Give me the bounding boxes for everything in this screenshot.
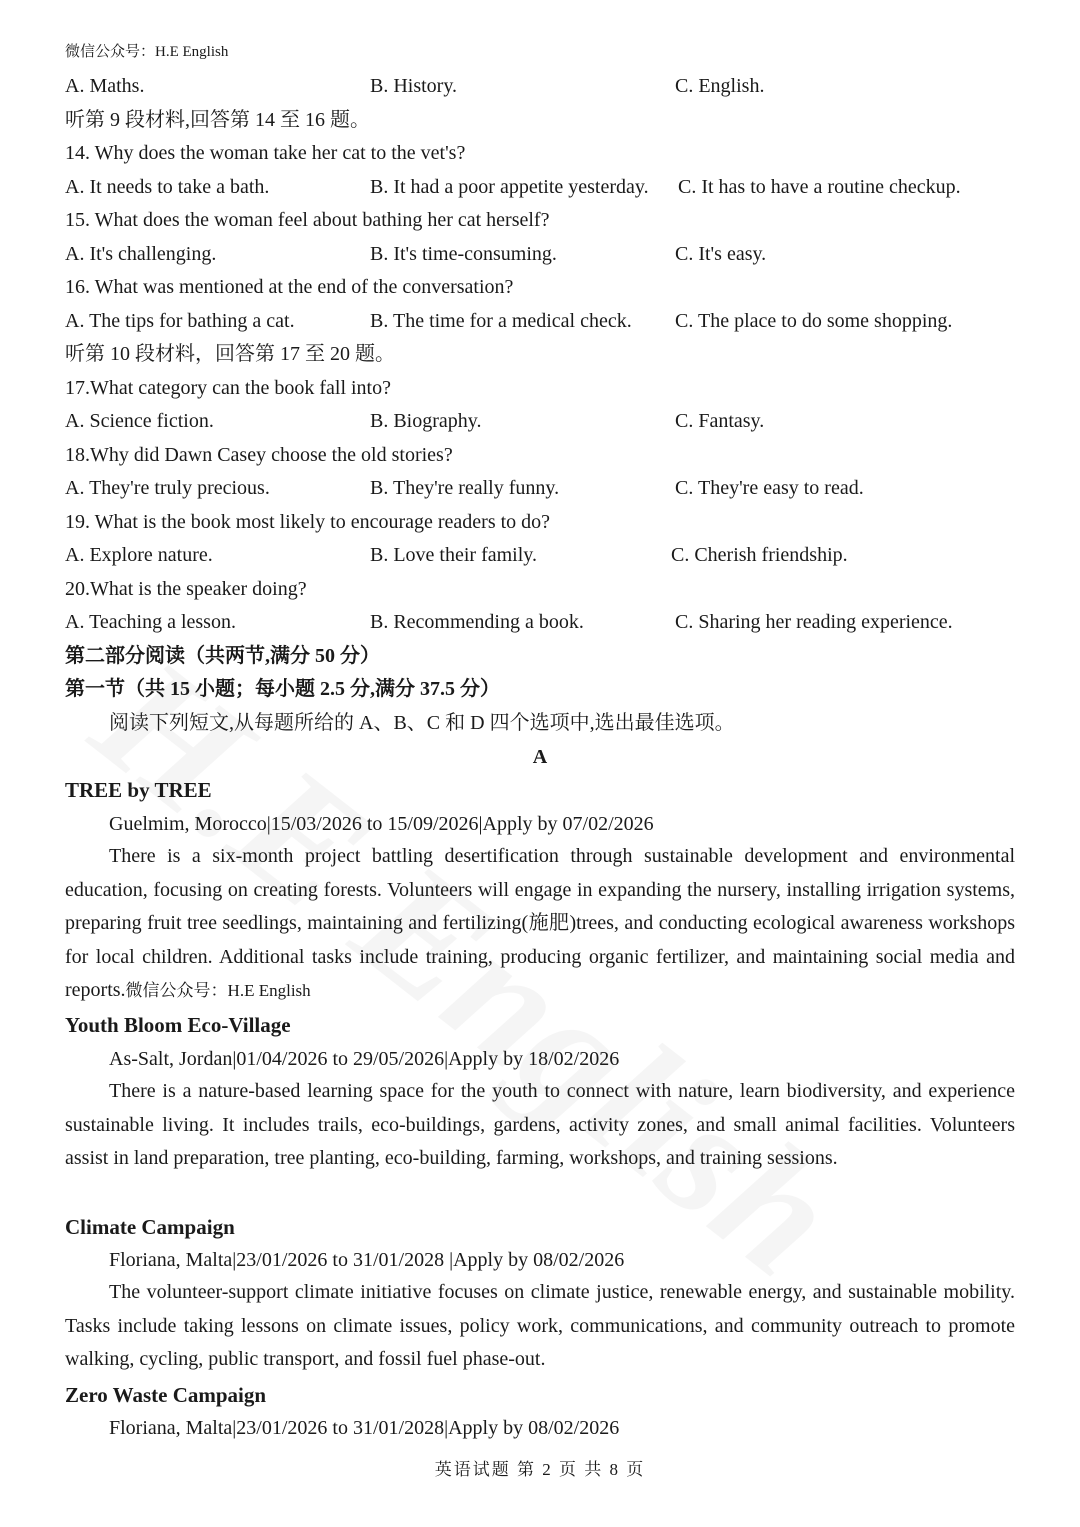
option-b: B. They're really funny.: [370, 477, 560, 499]
option-a: A. It's challenging.: [65, 243, 217, 265]
option-c: C. Sharing her reading experience.: [675, 611, 953, 633]
inline-tag: 微信公众号：H.E English: [125, 981, 311, 1001]
option-c: C. It's easy.: [675, 243, 767, 265]
option-c: C. Cherish friendship.: [671, 544, 848, 566]
project-title: Climate Campaign: [65, 1215, 235, 1239]
project-meta: As-Salt, Jordan|01/04/2026 to 29/05/2026|Apply by 18/02/2026: [109, 1048, 620, 1070]
passage-label: A: [532, 746, 548, 768]
q14-stem: 14. Why does the woman take her cat to the vet's?: [65, 142, 466, 164]
option-a: A. It needs to take a bath.: [65, 176, 270, 198]
project-description: There is a nature-based learning space for the youth to connect with nature, learn biodiversity, and experience sustainable living. It includes trails, eco-buildings, gardens, activity zones, and small animal facilities. Volunteers assist in land preparation, tree planting, eco-building, farming, workshops, and training sessions.: [65, 1080, 1015, 1170]
project-meta: Floriana, Malta|23/01/2026 to 31/01/2028|Apply by 08/02/2026: [109, 1417, 620, 1439]
option-c: C. They're easy to read.: [675, 477, 864, 499]
option-c: C. English.: [675, 75, 765, 97]
q13-options: [0, 74, 1080, 98]
q16-options: [0, 309, 1080, 333]
option-c: C. The place to do some shopping.: [675, 310, 953, 332]
option-a: A. They're truly precious.: [65, 477, 270, 499]
option-b: B. Recommending a book.: [370, 611, 584, 633]
section1-title: 第一节（共 15 小题；每小题 2.5 分,满分 37.5 分）: [65, 678, 500, 700]
project-description: There is a six-month project battling desertification through sustainable development and environmental education, focusing on creating forests. Volunteers will engage in expanding the nursery, installing irrigation systems, preparing fruit tree seedlings, maintaining and fertilizing(施肥)trees, and conducting ecological awareness workshops for local children. Additional tasks include training, producing organic fertilizer, and maintaining social media and reports.微信公众号：H.E English: [65, 845, 1015, 1002]
q20-options: [0, 610, 1080, 634]
section10-heading: 听第 10 段材料，回答第 17 至 20 题。: [65, 343, 395, 365]
option-a: A. Explore nature.: [65, 544, 213, 566]
option-b: B. History.: [370, 75, 458, 97]
q17-stem: 17.What category can the book fall into?: [65, 377, 391, 399]
project-meta: Guelmim, Morocco|15/03/2026 to 15/09/2026|Apply by 07/02/2026: [109, 813, 654, 835]
q18-options: [0, 476, 1080, 500]
option-b: B. It's time-consuming.: [370, 243, 557, 265]
header-text: 微信公众号：H.E English: [65, 44, 229, 60]
q18-stem: 18.Why did Dawn Casey choose the old stories?: [65, 444, 453, 466]
section9-heading: 听第 9 段材料,回答第 14 至 16 题。: [65, 109, 370, 131]
part2-title: 第二部分阅读（共两节,满分 50 分）: [65, 645, 380, 667]
q16-stem: 16. What was mentioned at the end of the conversation?: [65, 276, 514, 298]
option-b: B. Love their family.: [370, 544, 537, 566]
q20-stem: 20.What is the speaker doing?: [65, 578, 307, 600]
page-footer: 英语试题 第 2 页 共 8 页: [434, 1460, 646, 1479]
q17-options: [0, 409, 1080, 433]
project-description: The volunteer-support climate initiative focuses on climate justice, renewable energy, and sustainable mobility. Tasks include taking lessons on climate issues, policy work, communications, and community outreach to promote walking, cycling, public transport, and fossil fuel phase-out.: [65, 1281, 1015, 1371]
option-b: B. The time for a medical check.: [370, 310, 632, 332]
project-title: TREE by TREE: [65, 778, 212, 802]
q19-stem: 19. What is the book most likely to encourage readers to do?: [65, 511, 551, 533]
instructions: 阅读下列短文,从每题所给的 A、B、C 和 D 四个选项中,选出最佳选项。: [109, 712, 735, 734]
q19-options: [0, 543, 1080, 567]
q15-stem: 15. What does the woman feel about bathing her cat herself?: [65, 209, 550, 231]
option-c: C. Fantasy.: [675, 410, 765, 432]
option-b: B. Biography.: [370, 410, 482, 432]
project-title: Youth Bloom Eco-Village: [65, 1013, 291, 1037]
project-title: Zero Waste Campaign: [65, 1383, 267, 1407]
option-a: A. Maths.: [65, 75, 145, 97]
q14-options: [0, 175, 1080, 199]
option-a: A. Teaching a lesson.: [65, 611, 236, 633]
q15-options: [0, 242, 1080, 266]
option-a: A. Science fiction.: [65, 410, 214, 432]
option-a: A. The tips for bathing a cat.: [65, 310, 295, 332]
project-meta: Floriana, Malta|23/01/2026 to 31/01/2028 |Apply by 08/02/2026: [109, 1249, 625, 1271]
option-b: B. It had a poor appetite yesterday.: [370, 176, 649, 198]
option-c: C. It has to have a routine checkup.: [678, 176, 961, 198]
